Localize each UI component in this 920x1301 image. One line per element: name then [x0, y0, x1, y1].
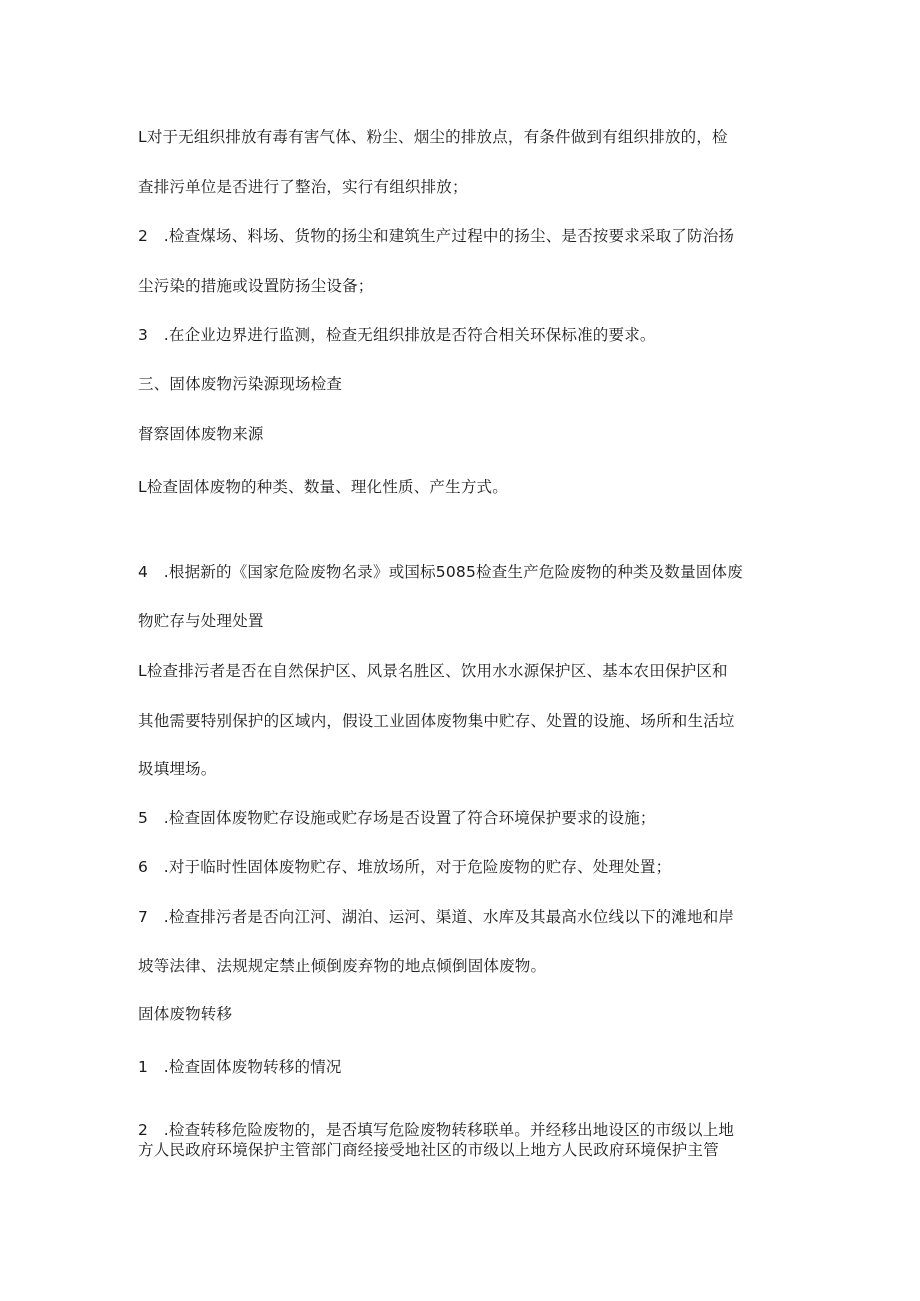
paragraph-line: L对于无组织排放有毒有害气体、粉尘、烟尘的排放点，有条件做到有组织排放的，检 — [138, 128, 728, 146]
subsection-heading: 物贮存与处理处置 — [138, 612, 264, 630]
list-item: 3 .在企业边界进行监测，检查无组织排放是否符合相关环保标准的要求。 — [138, 326, 656, 344]
paragraph-line: 其他需要特别保护的区域内，假设工业固体废物集中贮存、处置的设施、场所和生活垃 — [138, 712, 735, 730]
paragraph-line: 方人民政府环境保护主管部门商经接受地社区的市级以上地方人民政府环境保护主管 — [138, 1141, 719, 1159]
list-item: 1 .检查固体废物转移的情况 — [138, 1058, 342, 1076]
section-heading: 三、固体废物污染源现场检查 — [138, 375, 343, 393]
list-item: 4 .根据新的《国家危险废物名录》或国标5085检查生产危险废物的种类及数量固体废 — [138, 563, 743, 581]
list-item: L检查排污者是否在自然保护区、风景名胜区、饮用水水源保护区、基本农田保护区和 — [138, 662, 728, 680]
list-item: 6 .对于临时性固体废物贮存、堆放场所，对于危险废物的贮存、处理处置； — [138, 858, 672, 876]
paragraph-line: 圾填埋场。 — [138, 760, 217, 778]
paragraph-line: 坡等法律、法规规定禁止倾倒废弃物的地点倾倒固体废物。 — [138, 957, 547, 975]
list-item: L检查固体废物的种类、数量、理化性质、产生方式。 — [138, 478, 508, 496]
subsection-heading: 督察固体废物来源 — [138, 425, 264, 443]
list-item: 2 .检查转移危险废物的，是否填写危险废物转移联单。并经移出地设区的市级以上地 — [138, 1121, 735, 1139]
subsection-heading: 固体废物转移 — [138, 1005, 233, 1023]
list-item: 2 .检查煤场、料场、货物的扬尘和建筑生产过程中的扬尘、是否按要求采取了防治扬 — [138, 227, 735, 245]
paragraph-line: 尘污染的措施或设置防扬尘设备； — [138, 277, 374, 295]
paragraph-line: 查排污单位是否进行了整治，实行有组织排放； — [138, 178, 468, 196]
list-item: 7 .检查排污者是否向江河、湖泊、运河、渠道、水库及其最高水位线以下的滩地和岸 — [138, 908, 735, 926]
list-item: 5 .检查固体废物贮存设施或贮存场是否设置了符合环境保护要求的设施； — [138, 809, 656, 827]
